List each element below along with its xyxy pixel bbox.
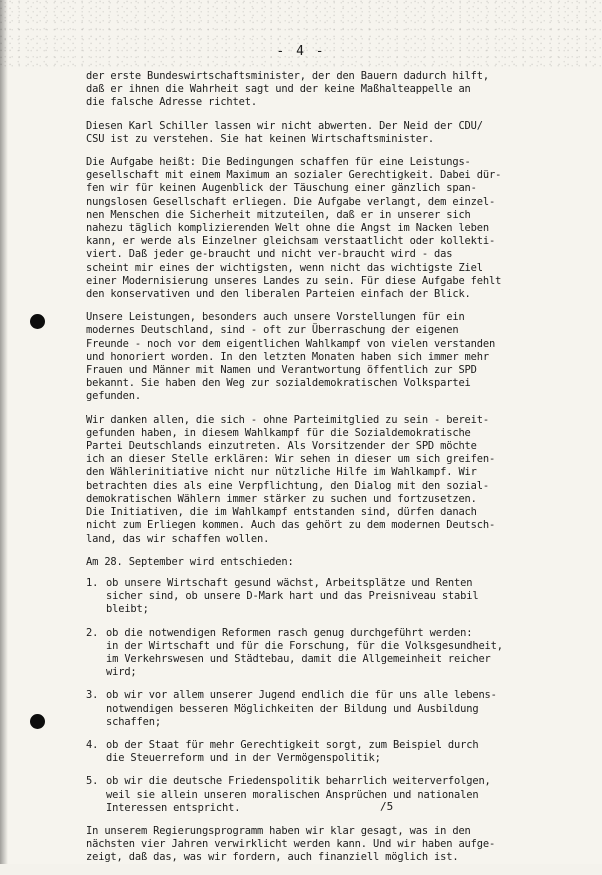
list-intro: Am 28. September wird entschieden: <box>86 555 294 568</box>
list-item <box>86 627 538 680</box>
scan-noise <box>0 0 602 70</box>
document-body <box>86 70 538 875</box>
punch-hole-lower <box>30 714 45 729</box>
list-item <box>86 689 538 729</box>
list-item-number: 5. <box>86 775 99 788</box>
list-item-number: 4. <box>86 738 99 751</box>
closing-paragraph: In unserem Regierungsprogramm haben wir klar gesagt, was in den nächsten vier Jahren verwirklicht werden kann. Und wir haben aufge- zeigt, daß das, was wir fordern, auch finanziell möglich ist. <box>86 824 496 864</box>
list-item-number: 2. <box>86 626 99 639</box>
list-item-text: ob der Staat für mehr Gerechtigkeit sorgt, zum Beispiel durch die Steuerreform und in der Vermögenspolitik; <box>106 738 479 765</box>
page-number: - 4 - <box>276 44 326 59</box>
list-item <box>86 775 538 815</box>
paragraph: Unsere Leistungen, besonders auch unsere Vorstellungen für ein modernes Deutschland, sind - oft zur Überraschung der eigenen Freunde - noch vor dem eigentlichen Wahlkampf von vielen verstanden und honoriert worden. In den letzten Monaten haben sich immer mehr Frauen und Männer mit Namen und Verantwortung öffentlich zur SPD bekannt. Sie haben den Weg zur sozialdemokratischen Volkspartei gefunden. <box>86 311 496 403</box>
list-item <box>86 577 538 617</box>
list-item-text: ob die notwendigen Reformen rasch genug durchgeführt werden: in der Wirtschaft und für die Forschung, für die Volksgesundheit, im Verkehrswesen und Städtebau, damit die Allgemeinheit reicher wird; <box>106 626 503 679</box>
list-item-number: 1. <box>86 576 99 589</box>
scan-edge-shadow <box>0 0 8 864</box>
paragraph: der erste Bundeswirtschaftsminister, der den Bauern dadurch hilft, daß er ihnen die Wahrheit sagt und der keine Maßhalteappelle an die falsche Adresse richtet. <box>86 70 489 109</box>
paragraph: Die Aufgabe heißt: Die Bedingungen schaffen für eine Leistungs- gesellschaft mit einem Maximum an sozialer Gerechtigkeit. Dabei dür- fen wir für keinen Augenblick der Täuschung einer gänzlich span- nungslosen Gesellschaft erliegen. Die Aufgabe verlangt, dem einzel- nen Menschen die Sicherheit mitzuteilen, daß er in unserer sich nahezu täglich komplizierenden Welt ohne die Angst im Nacken leben kann, er werde als Einzelner gleichsam verstaatlicht oder kollekti- viert. Daß jeder ge-braucht und nicht ver-braucht wird - das scheint mir eines der wichtigsten, wenn nicht das wichtigste Ziel einer Modernisierung unseres Landes zu sein. Für diese Aufgabe fehlt den konservativen und den liberalen Parteien einfach der Blick. <box>86 156 502 301</box>
punch-hole-upper <box>30 314 45 329</box>
list-item-text: ob wir vor allem unserer Jugend endlich die für uns alle lebens- notwendigen besseren Möglichkeiten der Bildung und Ausbildung schaffen; <box>106 689 497 728</box>
next-page-reference: /5 <box>380 800 394 813</box>
list-item-text: ob unsere Wirtschaft gesund wächst, Arbeitsplätze und Renten sicher sind, ob unsere D-Mark hart und das Preisniveau stabil bleibt; <box>106 576 479 616</box>
list-item-number: 3. <box>86 689 99 702</box>
list-item <box>86 739 538 765</box>
list-item-text: ob wir die deutsche Friedenspolitik beharrlich weiterverfolgen, weil sie allein unseren moralischen Ansprüchen und nationalen Interessen entspricht. <box>106 775 491 814</box>
paragraph: Diesen Karl Schiller lassen wir nicht abwerten. Der Neid der CDU/ CSU ist zu verstehen. Sie hat keinen Wirtschaftsminister. <box>86 119 483 145</box>
paragraph: Wir danken allen, die sich - ohne Parteimitglied zu sein - bereit- gefunden haben, in diesem Wahlkampf für die Sozialdemokratische Partei Deutschlands einzutreten. Als Vorsitzender der SPD möchte ich an dieser Stelle erklären: Wir sehen in dieser um sich greifen- den Wählerinitiative nicht nur nützliche Hilfe im Wahlkampf. Wir betrachten dies als eine Verpflichtung, den Dialog mit den sozial- demokratischen Wählern immer stärker zu suchen und fortzusetzen. Die Initiativen, die im Wahlkampf entstanden sind, dürfen danach nicht zum Erliegen kommen. Auch das gehört zu dem modernen Deutsch- land, das wir schaffen wollen. <box>86 413 496 545</box>
